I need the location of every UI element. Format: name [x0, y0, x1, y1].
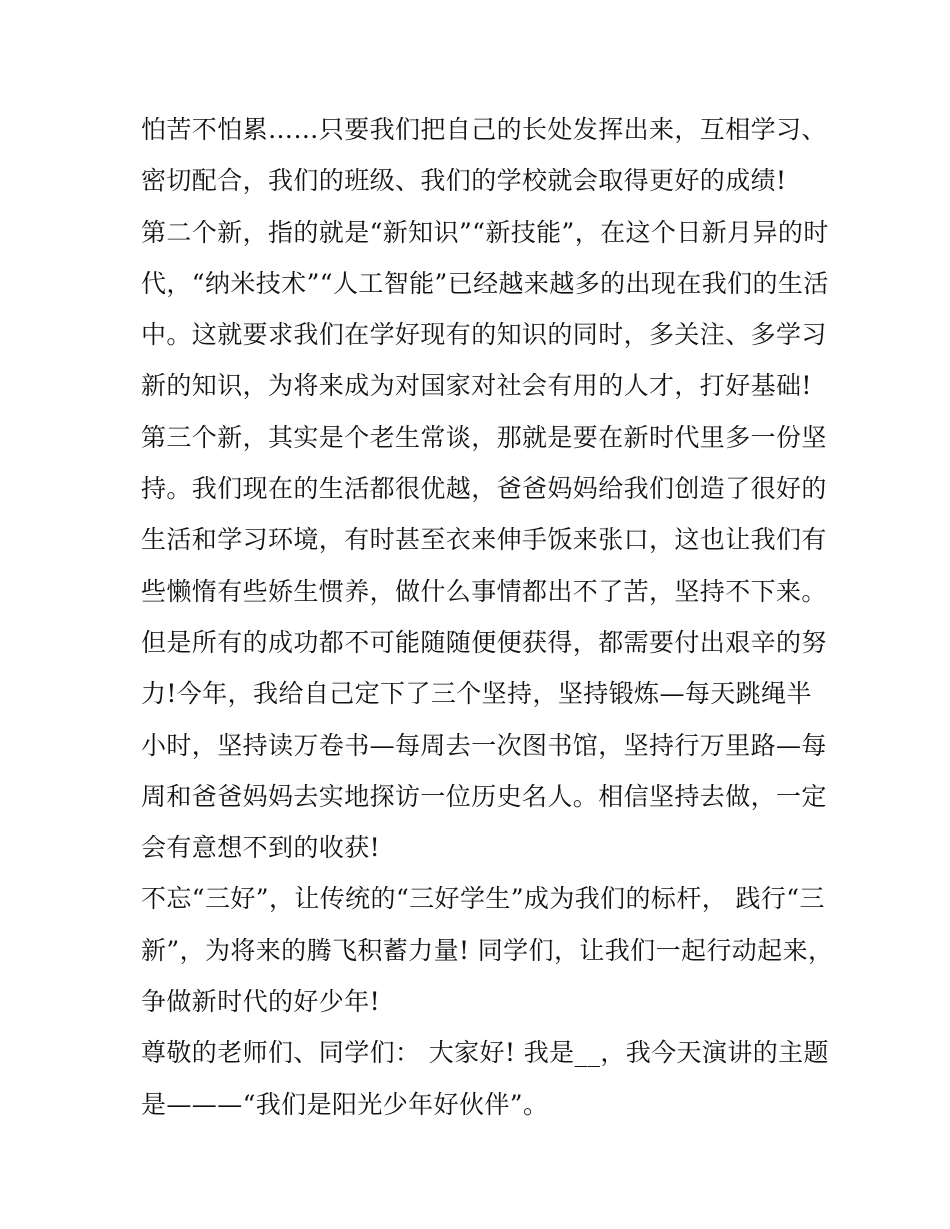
text-line-2: 密切配合，我们的班级、我们的学校就会取得更好的成绩! — [141, 166, 787, 196]
text-line-14: 周和爸爸妈妈去实地探访一位历史名人。相信坚持去做，一定 — [141, 781, 827, 811]
text-line-4: 代，“纳米技术”“人工智能”已经越来越多的出现在我们的生活 — [141, 268, 829, 298]
text-line-18: 争做新时代的好少年! — [141, 987, 381, 1017]
text-line-6: 新的知识，为将来成为对国家对社会有用的人才，打好基础! — [141, 371, 812, 401]
text-line-1: 怕苦不怕累……只要我们把自己的长处发挥出来，互相学习、 — [141, 115, 827, 144]
text-line-9: 生活和学习环境，有时甚至衣来伸手饭来张口，这也让我们有 — [141, 525, 827, 555]
text-line-13: 小时，坚持读万卷书—每周去一次图书馆，坚持行万里路—每 — [141, 730, 827, 760]
text-line-8: 持。我们现在的生活都很优越，爸爸妈妈给我们创造了很好的 — [141, 474, 827, 504]
text-line-3: 第二个新，指的就是“新知识”“新技能”，在这个日新月异的时 — [141, 217, 829, 247]
text-line-12: 力!今年，我给自己定下了三个坚持，坚持锻炼—每天跳绳半 — [141, 679, 812, 709]
text-line-7: 第三个新，其实是个老生常谈，那就是要在新时代里多一份坚 — [141, 422, 827, 452]
text-line-17: 新”，为将来的腾飞积蓄力量! 同学们，让我们一起行动起来， — [141, 935, 834, 965]
text-line-19: 尊敬的老师们、同学们： 大家好! 我是__，我今天演讲的主题 — [141, 1038, 829, 1068]
text-line-5: 中。这就要求我们在学好现有的知识的同时，多关注、多学习 — [141, 320, 827, 350]
text-line-15: 会有意想不到的收获! — [141, 833, 381, 863]
body-text — [141, 104, 834, 1130]
text-line-10: 些懒惰有些娇生惯养，做什么事情都出不了苦，坚持不下来。 — [141, 576, 827, 606]
text-line-20: 是———“我们是阳光少年好伙伴”。 — [141, 1089, 549, 1119]
text-line-16: 不忘“三好”，让传统的“三好学生”成为我们的标杆， 践行“三 — [141, 884, 825, 914]
text-line-11: 但是所有的成功都不可能随随便便获得，都需要付出艰辛的努 — [141, 627, 827, 657]
